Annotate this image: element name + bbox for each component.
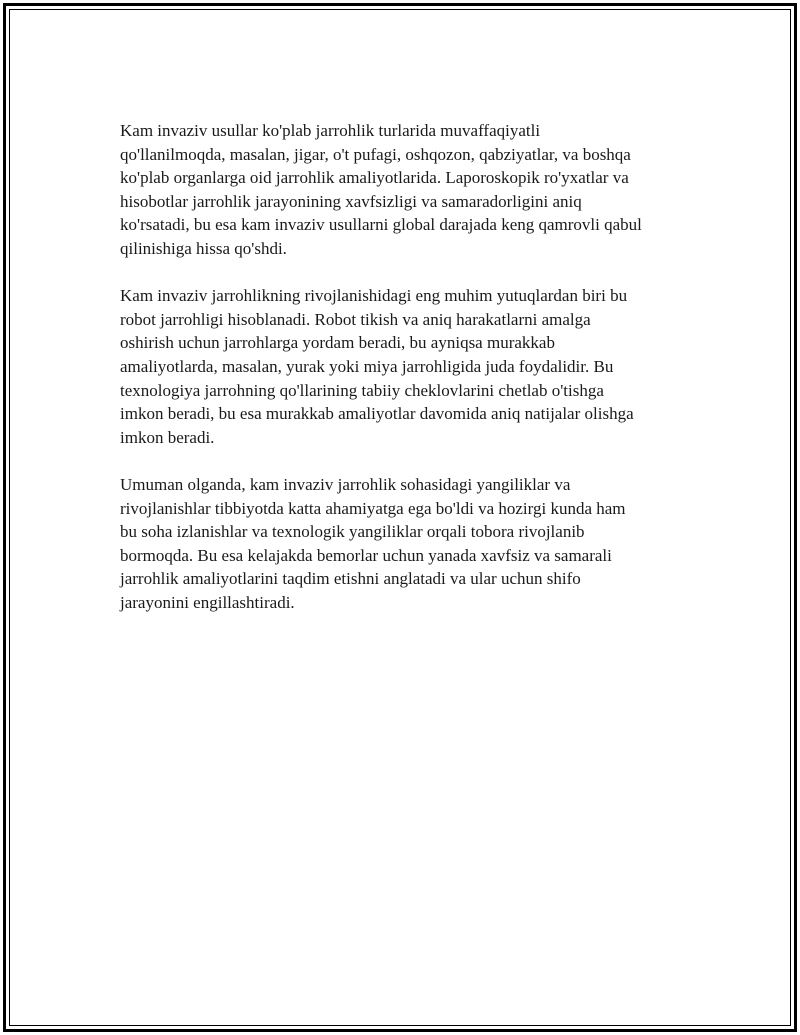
paragraph-line: amaliyotlarda, masalan, yurak yoki miya jarrohligida juda foydalidir. Bu [120, 356, 614, 376]
paragraph-line: ko'plab organlarga oid jarrohlik amaliyotlarida. Laporoskopik ro'yxatlar va [120, 168, 629, 188]
paragraph-line: Kam invaziv jarrohlikning rivojlanishidagi eng muhim yutuqlardan biri bu [120, 286, 628, 306]
paragraph-line: Umuman olganda, kam invaziv jarrohlik sohasidagi yangiliklar va [120, 474, 571, 494]
paragraph-line: imkon beradi, bu esa murakkab amaliyotlar davomida aniq natijalar olishga [120, 404, 634, 424]
paragraph-3 [120, 473, 695, 615]
paragraph-2 [120, 284, 695, 449]
paragraph-line: qo'llanilmoqda, masalan, jigar, o't pufagi, oshqozon, qabziyatlar, va boshqa [120, 144, 631, 164]
paragraph-line: rivojlanishlar tibbiyotda katta ahamiyatga ega bo'ldi va hozirgi kunda ham [120, 498, 626, 518]
paragraph-line: Kam invaziv usullar ko'plab jarrohlik turlarida muvaffaqiyatli [120, 121, 541, 140]
paragraph-line: jarrohlik amaliyotlarini taqdim etishni anglatadi va ular uchun shifo [120, 569, 581, 589]
paragraph-line: qilinishiga hissa qo'shdi. [120, 238, 287, 258]
paragraph-line: imkon beradi. [120, 427, 215, 447]
paragraph-line: hisobotlar jarrohlik jarayonining xavfsizligi va samaradorligini aniq [120, 191, 582, 211]
paragraph-line: oshirish uchun jarrohlarga yordam beradi, bu ayniqsa murakkab [120, 333, 555, 353]
paragraph-1 [120, 119, 695, 261]
paragraph-line: bu soha izlanishlar va texnologik yangiliklar orqali tobora rivojlanib [120, 522, 585, 542]
paragraph-line: texnologiya jarrohning qo'llarining tabiiy cheklovlarini chetlab o'tishga [120, 380, 604, 400]
paragraph-line: jarayonini engillashtiradi. [120, 592, 295, 612]
paragraph-line: robot jarrohligi hisoblanadi. Robot tikish va aniq harakatlarni amalga [120, 309, 591, 329]
document-body [120, 119, 695, 638]
paragraph-line: bormoqda. Bu esa kelajakda bemorlar uchun yanada xavfsiz va samarali [120, 545, 612, 565]
paragraph-line: ko'rsatadi, bu esa kam invaziv usullarni global darajada keng qamrovli qabul [120, 215, 642, 235]
document-page [3, 3, 797, 1032]
